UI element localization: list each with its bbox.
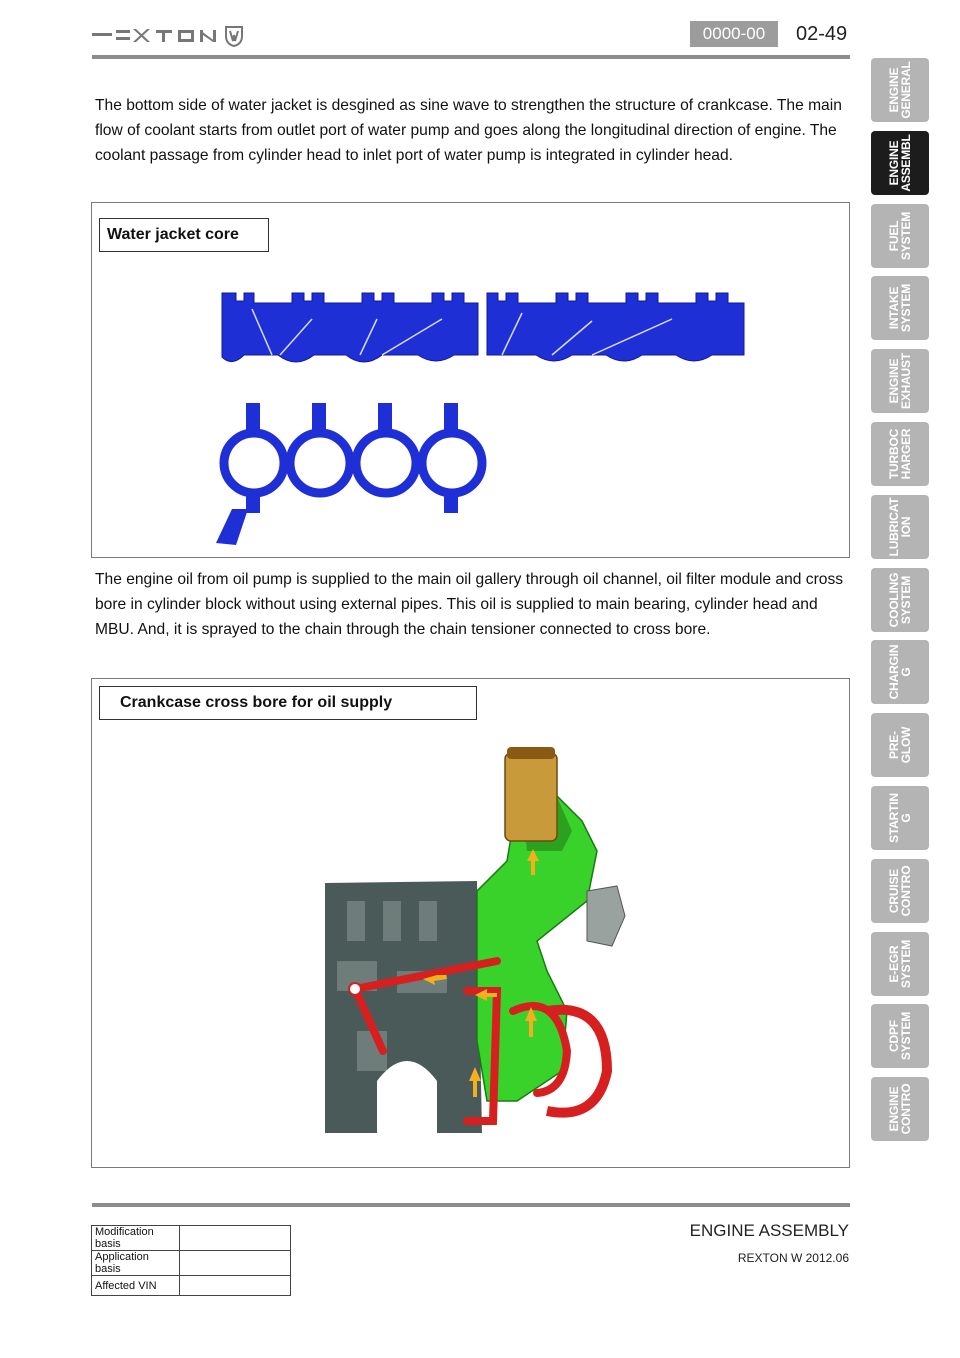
chapter-tab[interactable]	[871, 713, 929, 777]
application-basis-value	[180, 1251, 291, 1276]
chapter-tab-label: STARTIN G	[887, 793, 913, 843]
modification-basis-value	[180, 1226, 291, 1251]
chapter-tab[interactable]	[871, 131, 929, 195]
chapter-tab[interactable]	[871, 349, 929, 413]
chapter-tab-label: ENGINE GENERAL	[887, 61, 913, 119]
chapter-tab[interactable]	[871, 932, 929, 996]
section-code-badge: 0000-00	[690, 21, 778, 47]
chapter-tab[interactable]	[871, 568, 929, 632]
chapter-tab[interactable]	[871, 640, 929, 704]
chapter-tab-label: PRE- GLOW	[887, 726, 913, 764]
water-jacket-caption: Water jacket core	[99, 218, 269, 252]
chapter-tab[interactable]	[871, 1004, 929, 1068]
model-label: REXTON W 2012.06	[737, 1251, 849, 1265]
affected-vin-label: Affected VIN	[92, 1276, 180, 1296]
chapter-tab-label: LUBRICAT ION	[887, 497, 913, 557]
brand-emblem-icon	[226, 27, 242, 46]
table-row	[92, 1226, 291, 1251]
cross-bore-caption: Crankcase cross bore for oil supply	[99, 686, 477, 720]
chapter-tab-label: ENGINE EXHAUST	[887, 353, 913, 410]
chapter-tab-label: ENGINE CONTRO	[887, 1083, 913, 1135]
section-title: ENGINE ASSEMBLY	[689, 1221, 849, 1240]
rexton-logo	[92, 24, 252, 48]
chapter-tab-label: FUEL SYSTEM	[887, 211, 913, 260]
water-jacket-core-illustration	[192, 263, 752, 553]
chapter-tab-label: CDPF SYSTEM	[887, 1012, 913, 1061]
table-row	[92, 1251, 291, 1276]
chapter-tab[interactable]	[871, 495, 929, 559]
cross-bore-figure	[91, 678, 850, 1168]
page-number: 02-49	[796, 23, 848, 45]
crankcase-cross-bore-illustration	[317, 741, 657, 1133]
table-row	[92, 1276, 291, 1296]
chapter-tab[interactable]	[871, 204, 929, 268]
chapter-tab[interactable]	[871, 859, 929, 923]
modification-basis-label: Modification basis	[92, 1226, 180, 1251]
chapter-tab-label: TURBOC HARGER	[887, 428, 913, 480]
water-jacket-description: The bottom side of water jacket is desgined as sine wave to strengthen the structure of crankcase. The main flow of coolant starts from outlet port of water pump and goes along the longitudinal direction of engine. The coolant passage from cylinder head to inlet port of water pump is integrated in cylinder head.	[95, 97, 842, 164]
revision-basis-table	[91, 1225, 291, 1296]
header-divider	[92, 55, 850, 59]
chapter-tab-label: INTAKE SYSTEM	[887, 284, 913, 333]
application-basis-label: Application basis	[92, 1251, 180, 1276]
chapter-tab[interactable]	[871, 58, 929, 122]
chapter-tab-label: COOLING SYSTEM	[887, 572, 913, 627]
footer-divider	[92, 1203, 850, 1207]
chapter-tab-label: CHARGIN G	[887, 645, 913, 700]
chapter-tab[interactable]	[871, 422, 929, 486]
chapter-tab[interactable]	[871, 276, 929, 340]
chapter-tab[interactable]	[871, 786, 929, 850]
chapter-tab[interactable]	[871, 1077, 929, 1141]
oil-supply-description: The engine oil from oil pump is supplied to the main oil gallery through oil channel, oil filter module and cross bore in cylinder block without using external pipes. This oil is supplied to main bearing, cylinder head and MBU. And, it is sprayed to the chain through the chain tensioner connected to cross bore.	[95, 571, 844, 638]
chapter-tab-label: ENGINE ASSEMBL	[887, 134, 913, 192]
chapter-tab-label: E-EGR SYSTEM	[887, 939, 913, 988]
affected-vin-value	[180, 1276, 291, 1296]
water-jacket-figure	[91, 202, 850, 558]
chapter-tab-label: CRUISE CONTRO	[887, 865, 913, 917]
